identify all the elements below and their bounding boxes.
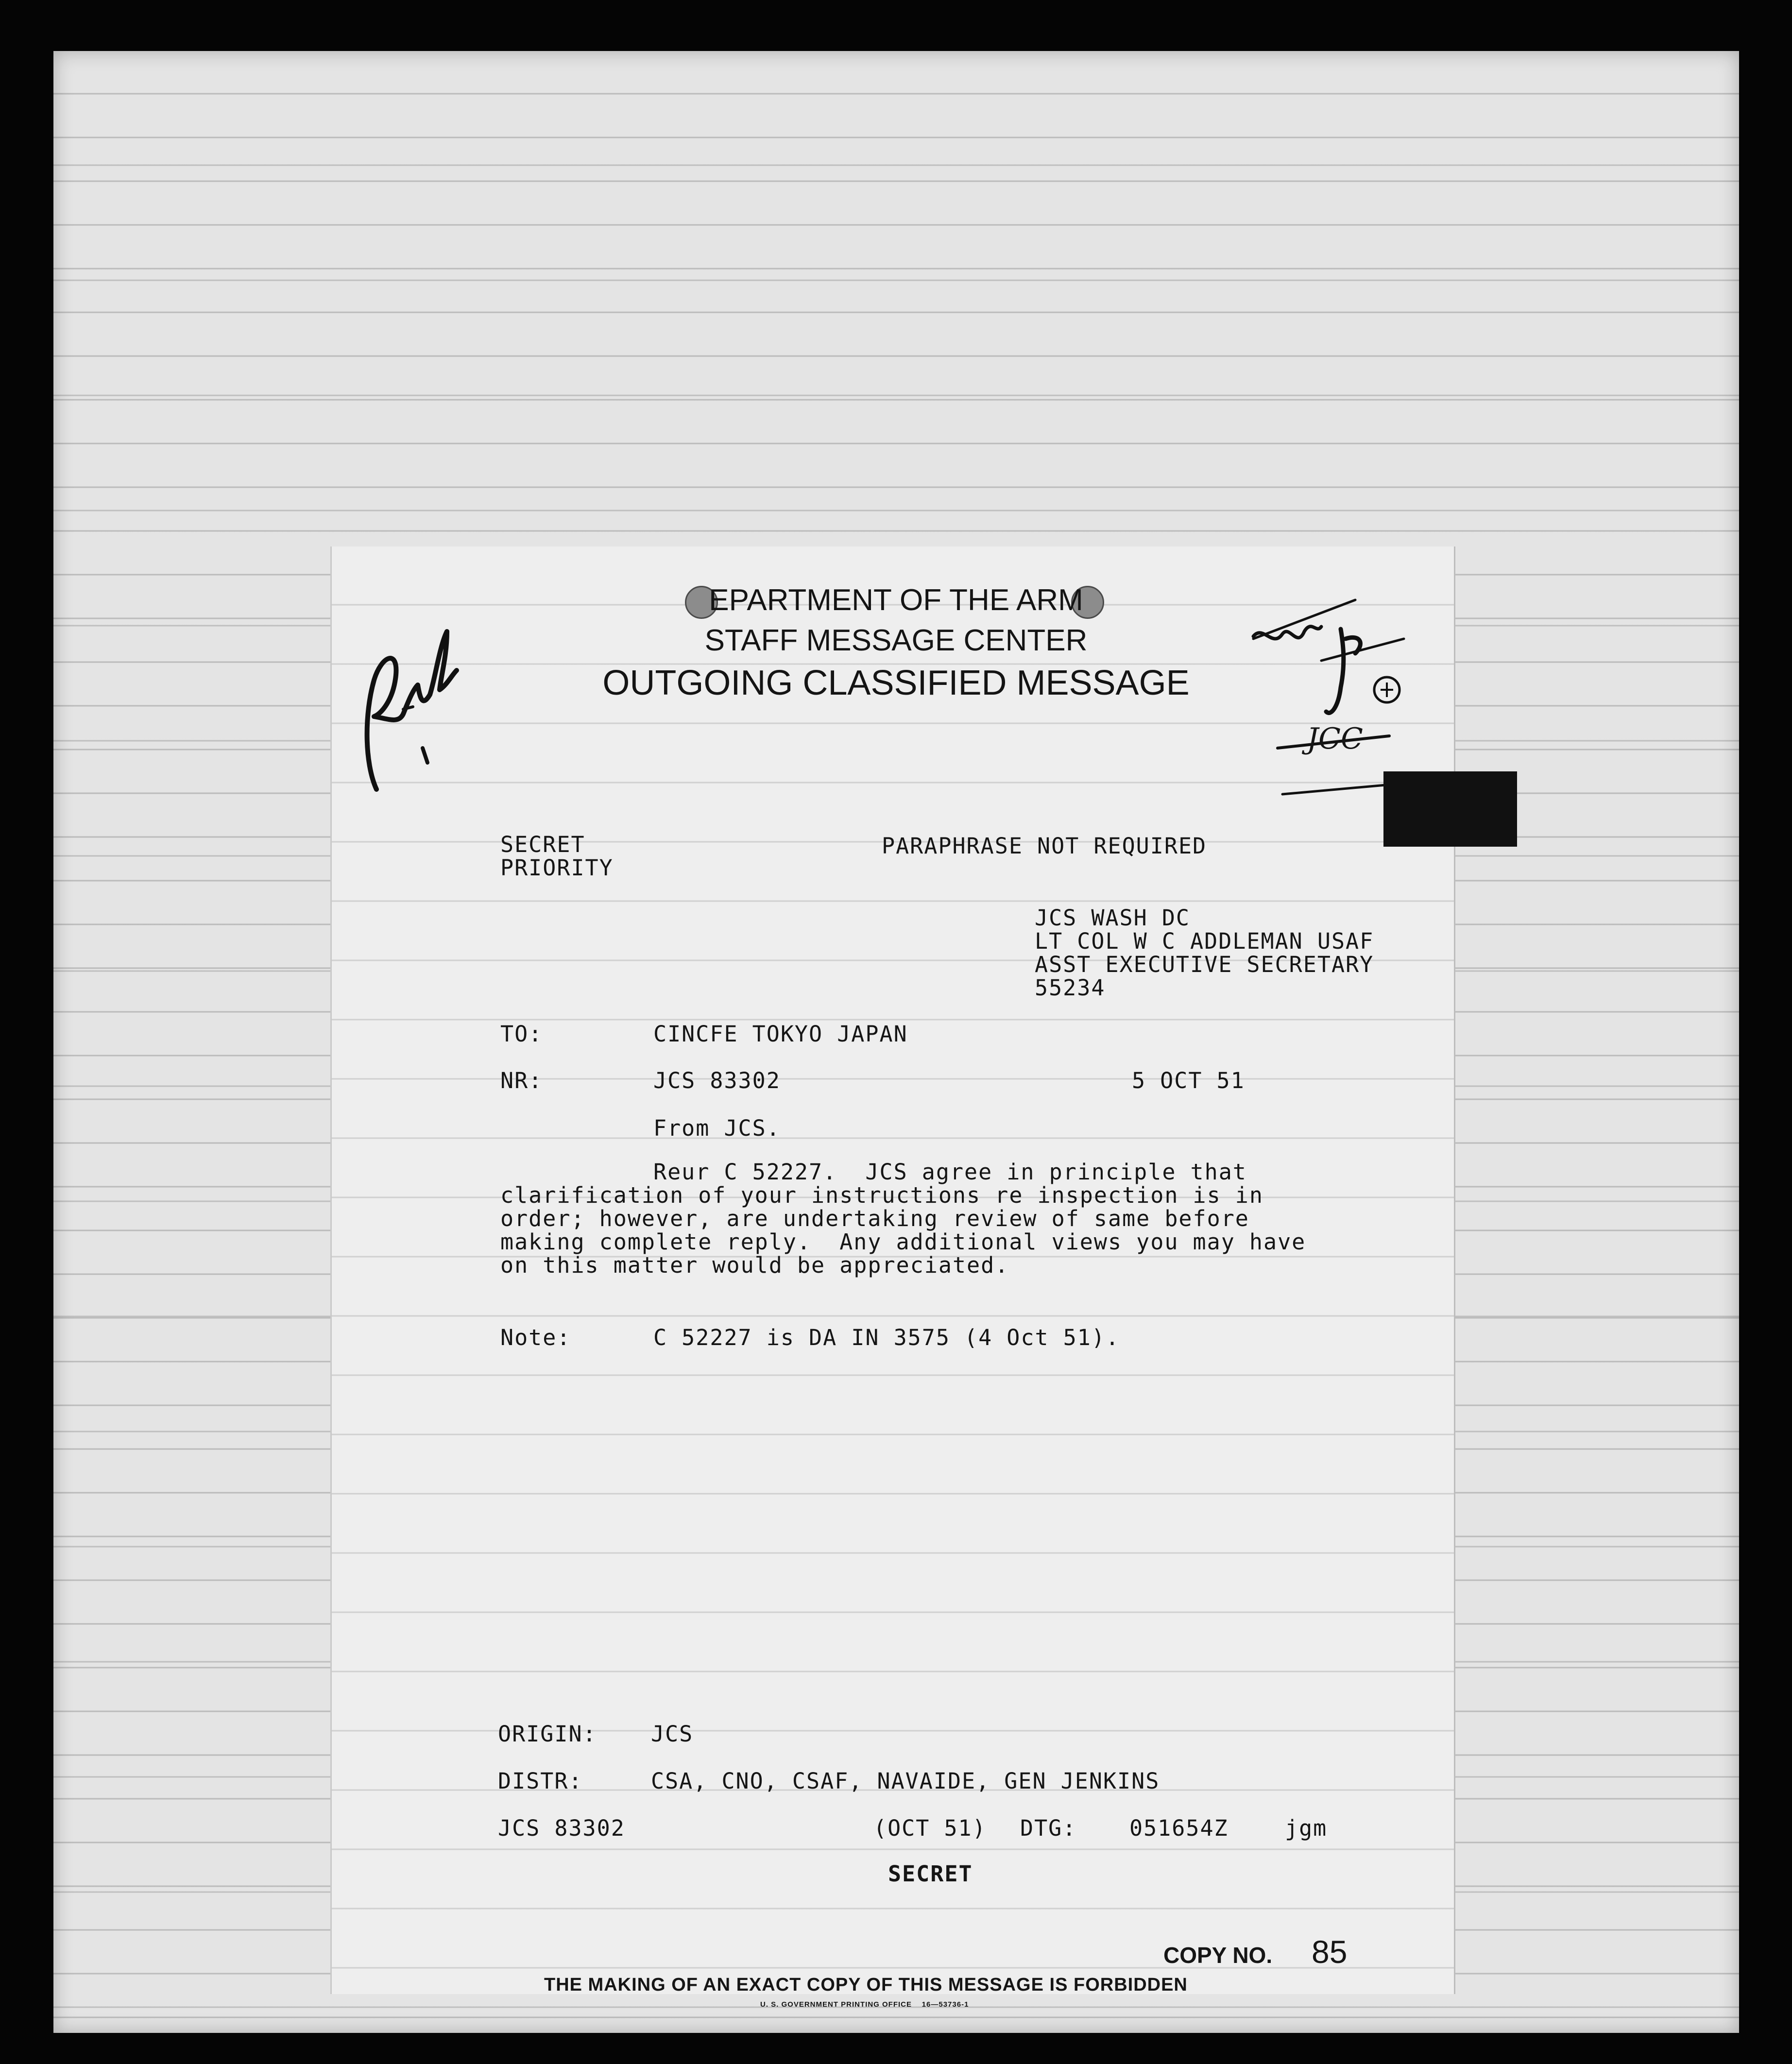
dtg-value: 051654Z [1129,1815,1229,1841]
printing-office-imprint: U. S. GOVERNMENT PRINTING OFFICE 16—53736-1 [760,2000,969,2009]
to-value: CINCFE TOKYO JAPAN [653,1021,908,1047]
originator-line-3: ASST EXECUTIVE SECRETARY [1035,952,1374,977]
paraphrase-notice: PARAPHRASE NOT REQUIRED [882,833,1207,859]
origin-label: ORIGIN: [498,1721,597,1747]
distr-label: DISTR: [498,1768,583,1794]
originator-line-4: 55234 [1035,975,1106,1001]
note-label: Note: [500,1325,571,1350]
originator-line-1: JCS WASH DC [1035,905,1191,931]
bottom-classification: SECRET [888,1861,973,1887]
to-label: TO: [500,1021,543,1047]
reference-month: (OCT 51) [873,1815,987,1841]
message-from: From JCS. [653,1115,781,1141]
origin-value: JCS [651,1721,694,1747]
department-heading: EPARTMENT OF THE ARM [709,583,1083,617]
message-body-line-4: making complete reply. Any additional views you may have [500,1229,1306,1255]
handwritten-jcc-initials: JCC [1307,722,1363,756]
nr-label: NR: [500,1068,543,1093]
classification-secret: SECRET [500,832,585,857]
dtg-label: DTG: [1020,1815,1077,1841]
nr-value: JCS 83302 [653,1068,781,1093]
copy-warning: THE MAKING OF AN EXACT COPY OF THIS MESSAGE IS FORBIDDEN [544,1975,1188,1995]
reference-number: JCS 83302 [498,1815,625,1841]
originator-line-2: LT COL W C ADDLEMAN USAF [1035,928,1374,954]
classification-priority: PRIORITY [500,855,614,881]
typist-initials: jgm [1285,1815,1328,1841]
message-body-line-1: Reur C 52227. JCS agree in principle that [653,1159,1247,1185]
message-center-heading: STAFF MESSAGE CENTER [704,624,1088,657]
handwritten-read-annotation [355,602,466,806]
message-body-line-2: clarification of your instructions re inspection is in [500,1182,1263,1208]
note-value: C 52227 is DA IN 3575 (4 Oct 51). [653,1325,1120,1350]
copy-number-value: 85 [1312,1934,1348,1970]
message-body-line-5: on this matter would be appreciated. [500,1252,1009,1278]
copy-number-label: COPY NO. [1163,1943,1273,1968]
document-title: OUTGOING CLASSIFIED MESSAGE [602,664,1190,702]
message-body-line-3: order; however, are undertaking review of same before [500,1206,1249,1231]
distr-value: CSA, CNO, CSAF, NAVAIDE, GEN JENKINS [651,1768,1160,1794]
redaction-block [1383,771,1517,847]
message-date: 5 OCT 51 [1132,1068,1245,1093]
